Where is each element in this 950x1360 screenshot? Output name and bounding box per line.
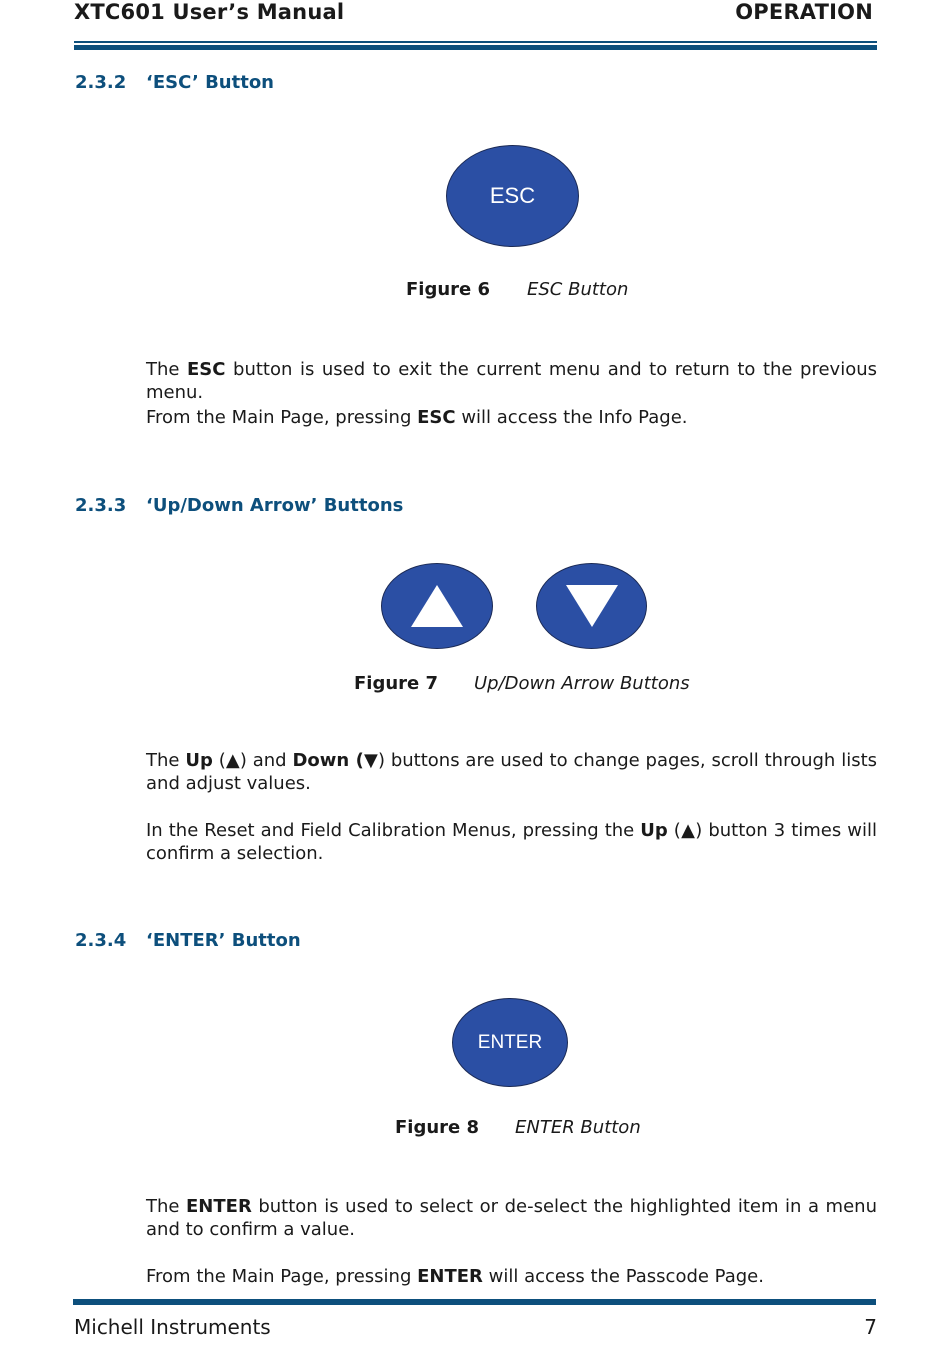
enter-button-illustration [452,998,568,1087]
figure-caption-8 [395,1117,641,1138]
section-title: ‘ESC’ Button [146,72,274,93]
section-title: ‘Up/Down Arrow’ Buttons [146,495,404,516]
section-title: ‘ENTER’ Button [146,930,301,951]
paragraph: From the Main Page, pressing ENTER will access the Passcode Page. [146,1266,764,1287]
figure-description: ESC Button [527,279,629,300]
section-heading-arrows [75,495,403,516]
header-rule-thick [74,45,877,50]
figure-number: Figure 6 [406,279,491,300]
footer-rule [73,1299,876,1305]
header-rule-thin [74,41,877,43]
paragraph: The Up (▲) and Down (▼) buttons are used to change pages, scroll through lists and adjust values. [146,750,878,794]
figure-description: ENTER Button [515,1117,641,1138]
figure-caption-6 [406,279,628,300]
section-heading-esc [75,72,274,93]
enter-button-label: ENTER [477,1031,543,1053]
figure-number: Figure 7 [354,673,439,694]
paragraph: The ENTER button is used to select or de-select the highlighted item in a menu and to confirm a value. [146,1196,877,1240]
page-number: 7 [864,1315,877,1339]
manual-title: XTC601 User’s Manual [74,0,345,24]
figure-description: Up/Down Arrow Buttons [474,673,690,694]
section-number: 2.3.4 [75,930,127,951]
paragraph: From the Main Page, pressing ESC will access the Info Page. [146,407,688,428]
chapter-title: OPERATION [735,0,873,24]
up-arrow-button-illustration [381,563,493,649]
section-number: 2.3.3 [75,495,127,516]
down-arrow-icon [564,583,620,629]
up-arrow-icon [409,583,465,629]
esc-button-label: ESC [489,183,536,208]
figure-number: Figure 8 [395,1117,480,1138]
esc-button-illustration [446,145,579,247]
figure-caption-7 [354,673,690,694]
section-number: 2.3.2 [75,72,127,93]
section-heading-enter [75,930,301,951]
down-arrow-button-illustration [536,563,647,649]
paragraph: The ESC button is used to exit the current menu and to return to the previous menu. [146,359,877,403]
footer-company: Michell Instruments [74,1315,271,1339]
paragraph: In the Reset and Field Calibration Menus, pressing the Up (▲) button 3 times will confirm a selection. [146,820,877,864]
